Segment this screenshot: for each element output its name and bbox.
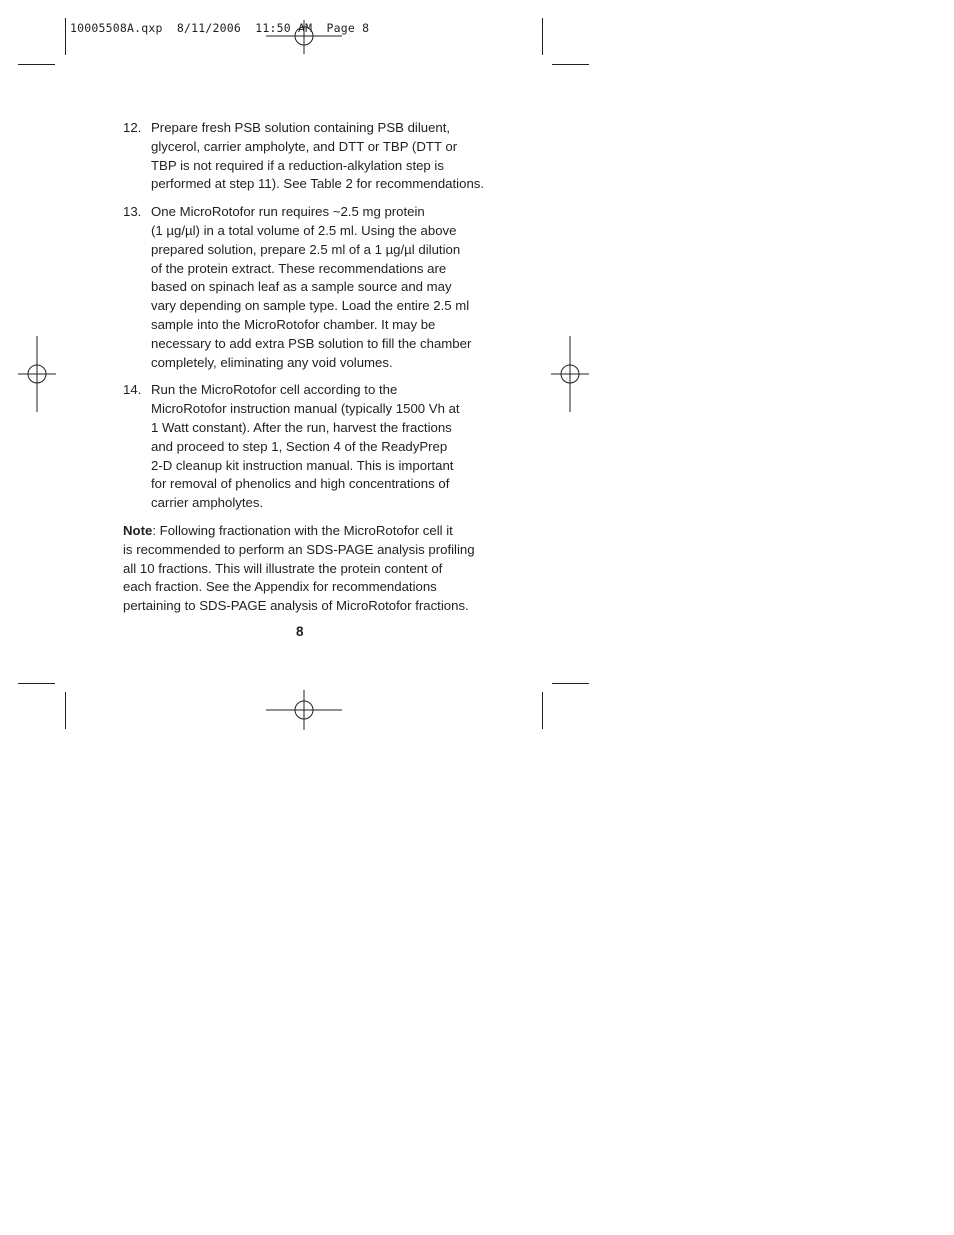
text-line <box>123 522 495 541</box>
note-label: Note <box>123 522 153 538</box>
text-line: One MicroRotofor run requires ~2.5 mg protein <box>151 204 425 220</box>
text-line: sample into the MicroRotofor chamber. It may be <box>151 316 436 332</box>
registration-mark-bottom <box>266 690 342 730</box>
step-number: 13. <box>123 204 142 220</box>
text-line: each fraction. See the Appendix for recommendations <box>123 579 437 595</box>
note-paragraph <box>123 522 495 616</box>
step-number: 14. <box>123 382 142 398</box>
step-text <box>151 381 495 513</box>
text-line: pertaining to SDS-PAGE analysis of MicroRotofor fractions. <box>123 598 469 614</box>
page-number: 8 <box>296 624 304 639</box>
text-line: and proceed to step 1, Section 4 of the ReadyPrep <box>151 438 448 454</box>
text-line: is recommended to perform an SDS-PAGE analysis profiling <box>123 541 475 557</box>
body-text <box>123 119 495 616</box>
text-line: based on spinach leaf as a sample source and may <box>151 279 452 295</box>
registration-mark-top <box>266 20 342 54</box>
text-line: performed at step 11). See Table 2 for recommendations. <box>151 176 485 192</box>
step-14 <box>123 381 495 513</box>
text-line: carrier ampholytes. <box>151 495 264 511</box>
text-line: necessary to add extra PSB solution to fill the chamber <box>151 335 472 351</box>
text-line: vary depending on sample type. Load the entire 2.5 ml <box>151 298 470 314</box>
text-line: 1 Watt constant). After the run, harvest the fractions <box>151 419 452 435</box>
text-line: all 10 fractions. This will illustrate the protein content of <box>123 560 443 576</box>
text-line: TBP is not required if a reduction-alkylation step is <box>151 157 444 173</box>
text-line: completely, eliminating any void volumes. <box>151 354 393 370</box>
text-line: MicroRotofor instruction manual (typically 1500 Vh at <box>151 401 460 417</box>
step-13 <box>123 203 495 372</box>
text-line: Run the MicroRotofor cell according to the <box>151 382 398 398</box>
step-text <box>151 119 495 194</box>
registration-mark-right <box>551 336 589 412</box>
registration-mark-left <box>18 336 56 412</box>
print-slug: 10005508A.qxp 8/11/2006 11:50 AM Page 8 <box>70 21 370 35</box>
step-number: 12. <box>123 120 142 135</box>
text-line: for removal of phenolics and high concentrations of <box>151 476 450 492</box>
step-text <box>151 203 495 372</box>
text-line: 2-D cleanup kit instruction manual. This is important <box>151 457 454 473</box>
text-line: glycerol, carrier ampholyte, and DTT or TBP (DTT or <box>151 138 458 154</box>
note-text: : Following fractionation with the MicroRotofor cell it <box>152 522 453 538</box>
text-line: of the protein extract. These recommendations are <box>151 260 447 276</box>
text-line: prepared solution, prepare 2.5 ml of a 1 µg/µl dilution <box>151 241 461 257</box>
step-12 <box>123 119 495 194</box>
text-line: (1 µg/µl) in a total volume of 2.5 ml. Using the above <box>151 222 457 238</box>
text-line: Prepare fresh PSB solution containing PSB diluent, <box>151 120 451 135</box>
